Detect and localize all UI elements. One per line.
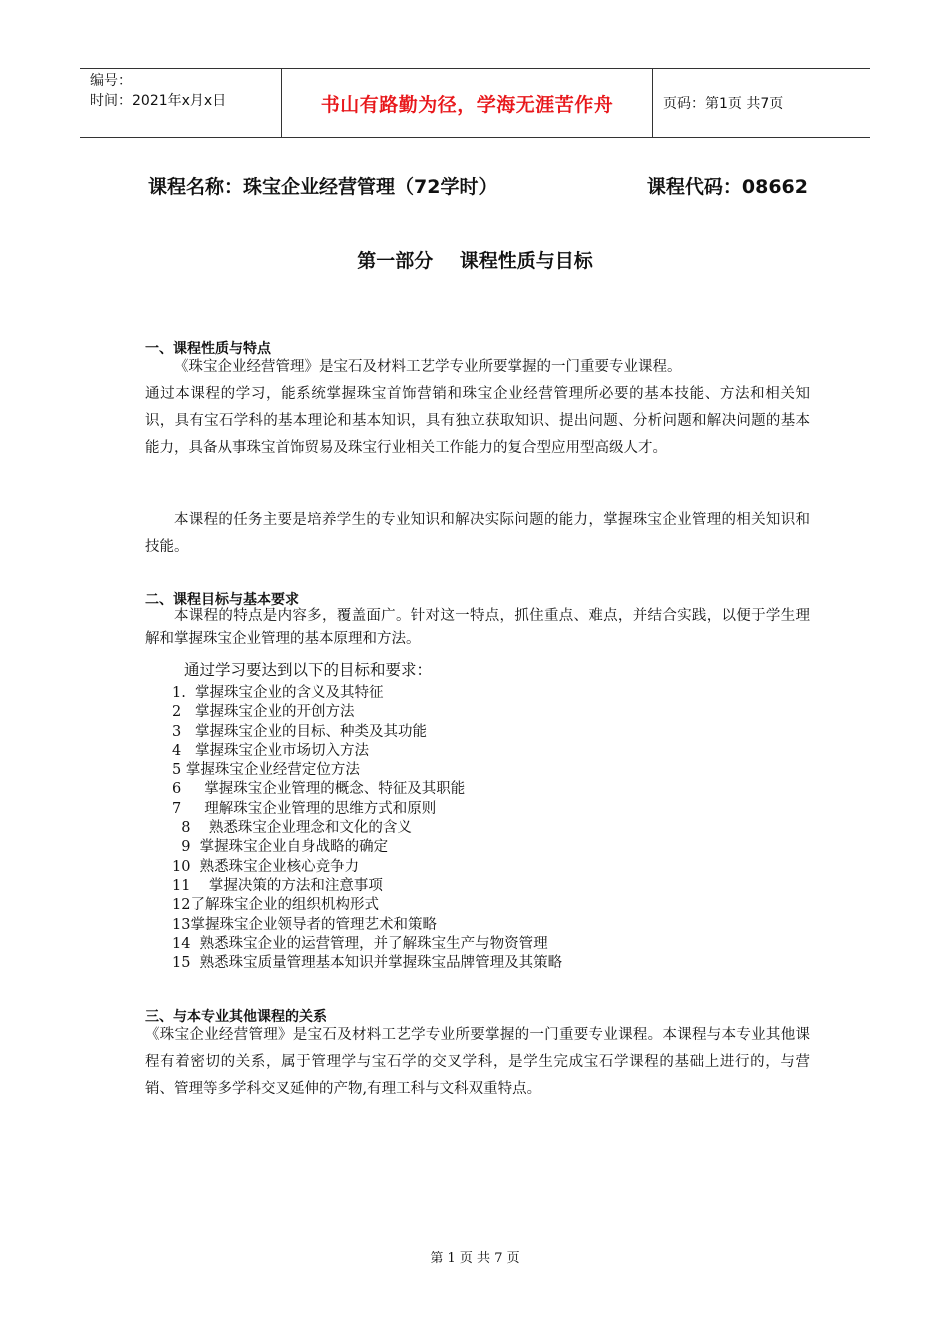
list-item: 3 掌握珠宝企业的目标、种类及其功能 (172, 723, 428, 740)
list-item: 15 熟悉珠宝质量管理基本知识并掌握珠宝品牌管理及其策略 (172, 955, 563, 972)
list-item: 6 掌握珠宝企业管理的概念、特征及其职能 (172, 781, 466, 798)
page-info: 页码：第1页 共7页 (663, 96, 784, 112)
list-item: 7 理解珠宝企业管理的思维方式和原则 (172, 800, 437, 817)
list-item: 14 熟悉珠宝企业的运营管理，并了解珠宝生产与物资管理 (172, 935, 548, 952)
page-footer: 第 1 页 共 7 页 (430, 1251, 520, 1266)
course-line (148, 172, 808, 199)
motto-text: 书山有路勤为径，学海无涯苦作舟 (320, 93, 614, 116)
section1-paragraph-2: 通过本课程的学习，能系统掌握珠宝首饰营销和珠宝企业经营管理所必要的基本技能、方法和相关知识，具有宝石学科的基本理论和基本知识，具有独立获取知识、提出问题、分析问题和解决问题的基本能力，具备从事珠宝首饰贸易及珠宝行业相关工作能力的复合型应用型高级人才。 (145, 386, 810, 456)
header-left-cell (80, 69, 282, 137)
section1-paragraph-3: 本课程的任务主要是培养学生的专业知识和解决实际问题的能力，掌握珠宝企业管理的相关知识和技能。 (145, 512, 810, 555)
goals-list (172, 684, 562, 973)
document-header (80, 68, 870, 138)
course-name: 课程名称：珠宝企业经营管理（72学时） (148, 176, 498, 198)
section3-title: 三、与本专业其他课程的关系 (145, 1009, 327, 1025)
number-label: 编号： (90, 73, 132, 89)
list-item: 2 掌握珠宝企业的开创方法 (172, 704, 355, 721)
section2-paragraph-2: 通过学习要达到以下的目标和要求： (184, 661, 433, 679)
section2-title: 二、课程目标与基本要求 (145, 592, 299, 608)
section1-paragraph-1: 《珠宝企业经营管理》是宝石及材料工艺学专业所要掌握的一门重要专业课程。 (174, 359, 682, 375)
course-code: 课程代码：08662 (646, 176, 808, 198)
list-item: 12了解珠宝企业的组织机构形式 (172, 897, 379, 914)
time-label: 时间：2021年x月x日 (90, 93, 227, 109)
list-item: 11 掌握决策的方法和注意事项 (172, 877, 383, 894)
header-motto-cell (282, 69, 653, 137)
list-item: 5 掌握珠宝企业经营定位方法 (172, 762, 360, 779)
section3-paragraph-1: 《珠宝企业经营管理》是宝石及材料工艺学专业所要掌握的一门重要专业课程。本课程与本专业其他课程有着密切的关系，属于管理学与宝石学的交叉学科，是学生完成宝石学课程的基础上进行的，与营销、管理等多学科交叉延伸的产物,有理工科与文科双重特点。 (145, 1027, 810, 1097)
header-page-cell (653, 69, 870, 137)
list-item: 9 掌握珠宝企业自身战略的确定 (172, 839, 389, 856)
list-item: 10 熟悉珠宝企业核心竞争力 (172, 858, 360, 875)
section1-title: 一、课程性质与特点 (145, 341, 271, 357)
list-item: 8 熟悉珠宝企业理念和文化的含义 (172, 820, 412, 837)
list-item: 4 掌握珠宝企业市场切入方法 (172, 742, 370, 759)
list-item: 13掌握珠宝企业领导者的管理艺术和策略 (172, 916, 437, 933)
list-item: 1. 掌握珠宝企业的含义及其特征 (172, 685, 384, 701)
section2-paragraph-1: 本课程的特点是内容多，覆盖面广。针对这一特点，抓住重点、难点，并结合实践，以便于学生理解和掌握珠宝企业管理的基本原理和方法。 (145, 608, 810, 647)
part-title: 第一部分 课程性质与目标 (357, 250, 593, 272)
